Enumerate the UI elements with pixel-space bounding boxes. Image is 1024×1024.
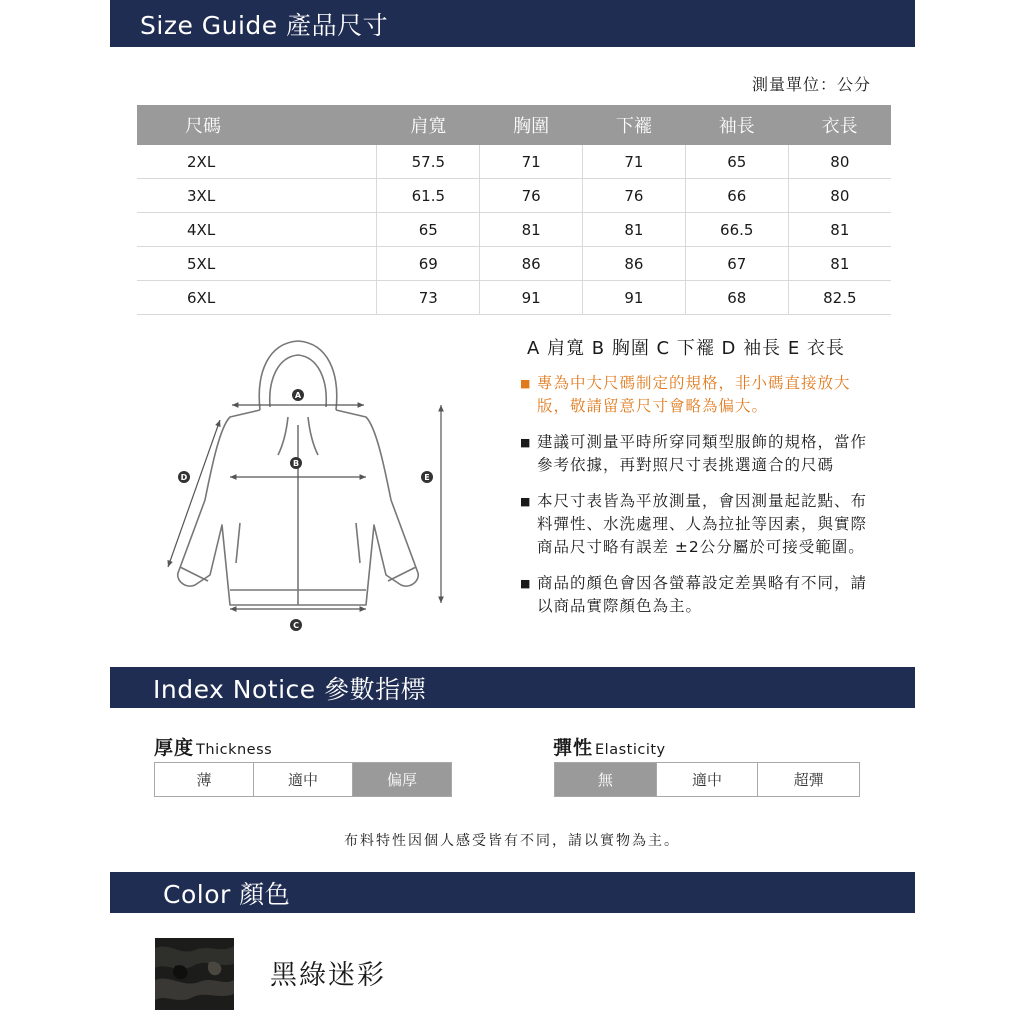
marker-d: D <box>180 473 188 482</box>
table-cell: 76 <box>480 179 583 213</box>
thickness-label-zh: 厚度 <box>154 737 195 759</box>
hoodie-left-cuff <box>180 567 208 581</box>
size-guide-title: Size Guide 產品尺寸 <box>140 10 389 40</box>
thickness-option: 薄 <box>196 771 212 789</box>
size-table <box>137 105 891 315</box>
measurement-legend: A 肩寬 B 胸圍 C 下襬 D 袖長 E 衣長 <box>527 338 845 359</box>
size-notes <box>520 372 880 631</box>
table-cell: 81 <box>788 247 891 281</box>
table-row <box>137 179 891 213</box>
index-notice-banner <box>110 667 915 708</box>
note-item <box>520 490 880 559</box>
bullet-icon: ■ <box>520 377 532 390</box>
elasticity-title <box>553 733 666 760</box>
table-cell: 65 <box>685 145 788 179</box>
elasticity-option: 超彈 <box>757 763 859 796</box>
marker-c: C <box>293 621 299 630</box>
table-row <box>137 247 891 281</box>
col-chest: 胸圍 <box>480 105 583 145</box>
table-cell: 81 <box>788 213 891 247</box>
color-name: 黑綠迷彩 <box>270 960 386 991</box>
bullet-icon: ■ <box>520 577 532 590</box>
table-cell: 69 <box>377 247 480 281</box>
table-cell: 86 <box>583 247 686 281</box>
elasticity-scale <box>554 762 860 797</box>
thickness-option: 偏厚 <box>352 763 451 796</box>
col-length: 衣長 <box>788 105 891 145</box>
table-cell: 76 <box>583 179 686 213</box>
table-cell: 61.5 <box>377 179 480 213</box>
hoodie-drawstring-right <box>308 417 318 455</box>
index-notice-title: Index Notice 參數指標 <box>153 674 427 704</box>
col-sleeve: 袖長 <box>685 105 788 145</box>
note-text: 建議可測量平時所穿同類型服飾的規格，當作參考依據，再對照尺寸表挑選適合的尺碼 <box>537 433 868 474</box>
table-cell: 66.5 <box>685 213 788 247</box>
marker-e: E <box>424 473 430 482</box>
table-cell: 86 <box>480 247 583 281</box>
elasticity-label-zh: 彈性 <box>553 737 594 759</box>
thickness-label-en: Thickness <box>196 742 273 758</box>
table-cell: 81 <box>480 213 583 247</box>
measurement-unit: 測量單位：公分 <box>752 75 872 94</box>
hoodie-diagram <box>160 335 460 635</box>
table-cell: 80 <box>788 179 891 213</box>
table-cell: 57.5 <box>377 145 480 179</box>
table-cell: 71 <box>583 145 686 179</box>
thickness-title <box>154 733 272 760</box>
col-size: 尺碼 <box>137 105 377 145</box>
thickness-option: 適中 <box>253 763 352 796</box>
table-cell: 71 <box>480 145 583 179</box>
table-cell: 91 <box>480 281 583 315</box>
table-cell: 4XL <box>137 213 377 247</box>
size-guide-banner <box>110 0 915 47</box>
hoodie-right-pocket <box>356 523 360 563</box>
table-cell: 6XL <box>137 281 377 315</box>
bullet-icon: ■ <box>520 436 532 449</box>
table-row <box>137 281 891 315</box>
note-text: 本尺寸表皆為平放測量，會因測量起訖點、布料彈性、水洗處理、人為拉扯等因素，與實際商品尺寸略有誤差 ±2公分屬於可接受範圍。 <box>537 492 868 556</box>
note-item <box>520 372 880 418</box>
table-cell: 3XL <box>137 179 377 213</box>
note-item <box>520 572 880 618</box>
elasticity-label-en: Elasticity <box>595 742 666 758</box>
hoodie-right-cuff <box>388 567 416 581</box>
col-shoulder: 肩寬 <box>377 105 480 145</box>
table-row <box>137 213 891 247</box>
table-cell: 91 <box>583 281 686 315</box>
note-item <box>520 431 880 477</box>
col-hem: 下襬 <box>583 105 686 145</box>
fabric-note: 布料特性因個人感受皆有不同，請以實物為主。 <box>344 833 680 849</box>
color-swatch <box>155 938 234 1010</box>
elasticity-option: 無 <box>555 763 656 796</box>
hoodie-left-pocket <box>236 523 240 563</box>
table-cell: 66 <box>685 179 788 213</box>
table-cell: 5XL <box>137 247 377 281</box>
bullet-icon: ■ <box>520 495 532 508</box>
size-table-header <box>137 105 891 145</box>
hoodie-drawstring-left <box>278 417 288 455</box>
note-text: 專為中大尺碼制定的規格，非小碼直接放大版，敬請留意尺寸會略為偏大。 <box>537 374 851 415</box>
table-cell: 67 <box>685 247 788 281</box>
thickness-scale <box>154 762 452 797</box>
marker-a: A <box>294 391 302 400</box>
marker-b: B <box>292 459 300 468</box>
table-cell: 81 <box>583 213 686 247</box>
table-cell: 68 <box>685 281 788 315</box>
note-text: 商品的顏色會因各螢幕設定差異略有不同，請以商品實際顏色為主。 <box>537 574 868 615</box>
color-banner <box>110 872 915 913</box>
color-title: Color 顏色 <box>163 879 291 909</box>
table-cell: 65 <box>377 213 480 247</box>
table-row <box>137 145 891 179</box>
measure-d-line <box>168 420 220 567</box>
table-cell: 82.5 <box>788 281 891 315</box>
table-cell: 73 <box>377 281 480 315</box>
table-cell: 2XL <box>137 145 377 179</box>
elasticity-option: 適中 <box>656 763 758 796</box>
table-cell: 80 <box>788 145 891 179</box>
